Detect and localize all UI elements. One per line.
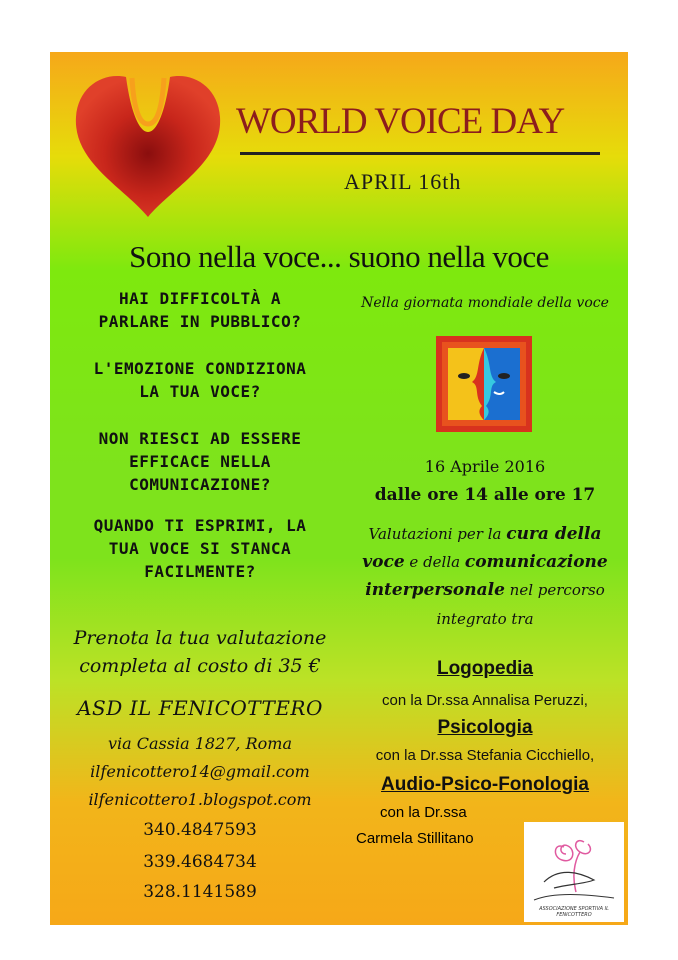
blog-link: ilfenicottero1.blogspot.com <box>88 790 312 809</box>
doctor-logopedia: con la Dr.ssa Annalisa Peruzzi, <box>382 692 588 709</box>
question-line: FACILMENTE? <box>144 562 256 581</box>
booking-line-2: completa al costo di 35 € <box>79 655 321 677</box>
evaluation-emphasis: voce <box>362 552 405 572</box>
phone-2: 339.4684734 <box>143 852 257 872</box>
question-line: EFFICACE NELLA <box>129 452 271 471</box>
evaluation-text: Valutazioni per la <box>368 525 507 543</box>
event-day: 16 Aprile 2016 <box>424 457 546 476</box>
evaluation-emphasis: interpersonale <box>365 580 505 600</box>
specialty-psicologia: Psicologia <box>437 717 533 738</box>
question-line: L'EMOZIONE CONDIZIONA <box>93 359 307 378</box>
title-divider <box>240 152 600 155</box>
heart-logo-icon <box>68 62 228 222</box>
specialty-audio-psico-fonologia: Audio-Psico-Fonologia <box>381 774 589 795</box>
evaluation-emphasis: comunicazione <box>464 552 608 572</box>
flamingo-icon <box>524 822 624 912</box>
association-logo-caption: ASSOCIAZIONE SPORTIVA IL FENICOTTERO <box>539 906 609 918</box>
address: via Cassia 1827, Roma <box>107 734 292 753</box>
evaluation-text: e della <box>404 553 465 571</box>
question-3 <box>50 427 350 496</box>
evaluation-line-3 <box>350 576 620 604</box>
organization-name: ASD IL FENICOTTERO <box>77 696 323 720</box>
phone-3: 328.1141589 <box>143 882 257 902</box>
question-line: LA TUA VOCE? <box>139 382 261 401</box>
event-hours: dalle ore 14 alle ore 17 <box>374 485 596 505</box>
faces-logo-icon <box>436 336 532 432</box>
doctor-audio-psico-fonologia: con la Dr.ssa <box>380 804 467 821</box>
question-line: TUA VOCE SI STANCA <box>108 539 292 558</box>
event-date: APRIL 16th <box>344 169 462 194</box>
event-title: WORLD VOICE DAY <box>236 101 565 142</box>
question-line: HAI DIFFICOLTÀ A <box>118 289 282 308</box>
question-line: COMUNICAZIONE? <box>129 475 271 494</box>
question-2 <box>50 357 350 403</box>
evaluation-emphasis: cura della <box>506 524 602 544</box>
slogan: Sono nella voce... suono nella voce <box>129 239 549 274</box>
evaluation-text: nel percorso <box>504 581 605 599</box>
booking-line-1: Prenota la tua valutazione <box>73 627 327 649</box>
doctor-audio-psico-fonologia-name: Carmela Stillitano <box>356 830 474 847</box>
question-4 <box>50 514 350 583</box>
question-1 <box>50 287 350 333</box>
evaluation-line-2 <box>350 548 620 576</box>
poster <box>50 52 628 925</box>
evaluation-line-4: integrato tra <box>436 610 534 628</box>
evaluation-line-1 <box>350 520 620 548</box>
association-logo <box>524 822 624 922</box>
email: ilfenicottero14@gmail.com <box>90 762 310 781</box>
intro-text: Nella giornata mondiale della voce <box>361 295 609 311</box>
doctor-psicologia: con la Dr.ssa Stefania Cicchiello, <box>375 747 595 764</box>
specialty-logopedia: Logopedia <box>436 658 534 679</box>
question-line: PARLARE IN PUBBLICO? <box>98 312 302 331</box>
question-line: QUANDO TI ESPRIMI, LA <box>93 516 307 535</box>
phone-1: 340.4847593 <box>143 820 257 840</box>
question-line: NON RIESCI AD ESSERE <box>98 429 302 448</box>
